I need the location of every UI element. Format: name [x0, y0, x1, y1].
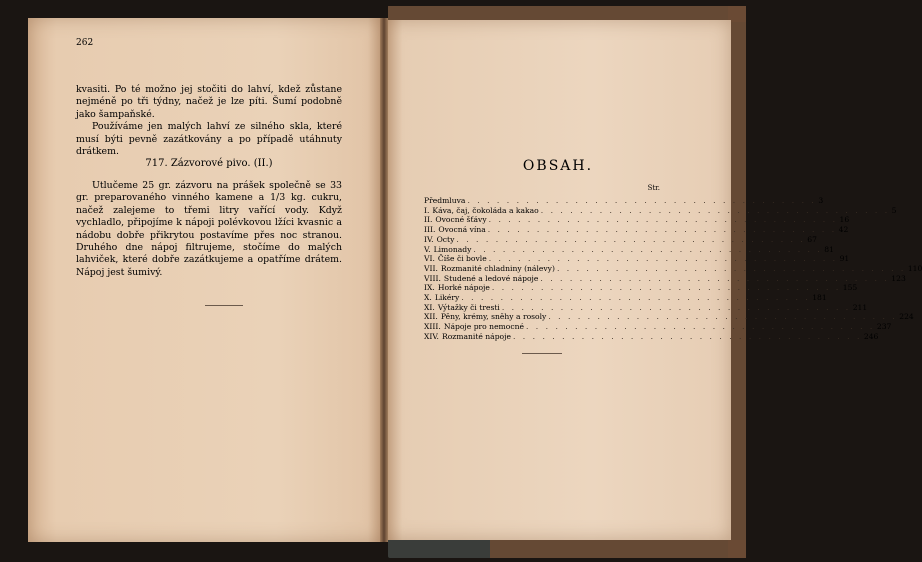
paragraph: kvasiti. Po té možno jej stočiti do lahví, kdež zůstane nejméně po tři týdny, načež je lze píti. Šumí podobně jako šampaňské.	[76, 84, 342, 120]
toc-title: OBSAH.	[522, 158, 594, 174]
toc-entry-label: Limonady	[433, 244, 472, 254]
recipe-heading: 717. Zázvorové pivo. (II.)	[145, 158, 273, 169]
toc-entry	[424, 263, 922, 274]
toc-entry-label: Výtažky či tresti	[437, 302, 500, 312]
toc-leader-dots: . . . . . . . . . . . . . . . . . . . . . . . . . . . . . . . . . . . .	[491, 283, 841, 293]
toc-entry	[424, 302, 868, 313]
toc-entry	[424, 196, 824, 206]
toc-entry-number: XIII.	[424, 322, 441, 332]
toc-entry-page: 237	[876, 322, 892, 332]
toc-entry-page: 81	[824, 244, 834, 254]
toc-entry-label: Předmluva	[424, 196, 466, 205]
toc-leader-dots: . . . . . . . . . . . . . . . . . . . . . . . . . . . . . . . . . . . .	[501, 302, 851, 312]
paragraph: Utlučeme 25 gr. zázvoru na prášek společně se 33 gr. preparovaného vinného kamene a 1/3 kg. cukru, načež zalejeme to třemi litry vařící vody. Když vychladlo, připojíme k nápoji polévkovou lžíci kvasnic a nádobu dobře přikrytou postavíme přes noc stranou. Druhého dne nápoj filtrujeme, stočíme do malých lahviček, které dobře zazátkujeme a opatříme drátem. Nápoj jest šumivý.	[76, 180, 342, 278]
toc-entry-page: 123	[891, 273, 906, 283]
toc-leader-dots: . . . . . . . . . . . . . . . . . . . . . . . . . . . . . . . . . . . .	[512, 331, 862, 341]
toc-entry-number: I.	[424, 205, 430, 215]
toc-entry	[424, 283, 858, 293]
toc-entry-label: Káva, čaj, čokoláda a kakao	[432, 205, 539, 215]
toc-entry-number: IV.	[424, 234, 434, 244]
toc-entry-page: 181	[812, 293, 827, 303]
toc-entry-page: 42	[838, 225, 849, 235]
toc-entry	[424, 312, 914, 322]
toc-entry	[424, 244, 834, 255]
toc-leader-dots: . . . . . . . . . . . . . . . . . . . . . . . . . . . . . . . . . . . .	[488, 215, 838, 225]
toc-entry	[424, 225, 849, 235]
toc-entry-number: XII.	[424, 312, 438, 322]
page-number: 262	[76, 38, 94, 48]
toc-leader-dots: . . . . . . . . . . . . . . . . . . . . . . . . . . . . . . . . . . . .	[556, 263, 906, 273]
toc-entry-page: 91	[839, 254, 850, 264]
toc-entry-number: XI.	[424, 302, 435, 312]
toc-entry-number: VII.	[424, 263, 438, 273]
toc-entry-label: Rozmanité chladniny (nálevy)	[440, 263, 555, 273]
toc-entry-label: Rozmanité nápoje	[441, 331, 511, 341]
toc-entry	[424, 293, 827, 303]
toc-entry-page: 67	[807, 234, 817, 244]
toc-entry-page: 16	[839, 215, 850, 225]
toc-entry-label: Likéry	[434, 293, 460, 303]
toc-leader-dots: . . . . . . . . . . . . . . . . . . . . . . . . . . . . . . . . . . . .	[525, 322, 875, 332]
toc-entry-number: V.	[424, 244, 431, 254]
toc-entry-label: Ovocné šťávy	[435, 215, 487, 225]
toc-leader-dots: . . . . . . . . . . . . . . . . . . . . . . . . . . . . . . . . . . . .	[461, 293, 811, 303]
toc-entry-number: VI.	[424, 254, 435, 264]
leather-spine-bottom	[490, 540, 746, 558]
book-gutter	[380, 18, 388, 542]
toc-leader-dots: . . . . . . . . . . . . . . . . . . . . . . . . . . . . . . . . . . . .	[540, 273, 890, 283]
toc-entry-number: II.	[424, 215, 433, 225]
toc-entry-page: 211	[852, 302, 868, 312]
toc-entry-page: 224	[899, 312, 914, 322]
toc-divider	[522, 353, 562, 354]
toc-leader-dots: . . . . . . . . . . . . . . . . . . . . . . . . . . . . . . . . . . . .	[488, 254, 838, 264]
toc-leader-dots: . . . . . . . . . . . . . . . . . . . . . . . . . . . . . . . . . . . .	[548, 312, 898, 322]
toc-entry-label: Studené a ledové nápoje	[443, 273, 539, 283]
toc-entry-label: Nápoje pro nemocné	[443, 322, 524, 332]
toc-entry-number: IX.	[424, 283, 435, 293]
toc-leader-dots: . . . . . . . . . . . . . . . . . . . . . . . . . . . . . . . . . . . .	[473, 244, 823, 254]
toc-entry-page: 110	[907, 263, 922, 273]
toc-entry	[424, 205, 897, 216]
toc-entry-number: III.	[424, 225, 436, 235]
toc-entry	[424, 254, 850, 264]
toc-entry-label: Pěny, krémy, sněhy a rosoly	[440, 312, 547, 322]
toc-entry	[424, 234, 817, 245]
toc-entry-number: X.	[424, 293, 432, 303]
toc-entry-page: 3	[818, 196, 824, 205]
section-divider	[205, 305, 243, 306]
toc-entry-label: Octy	[436, 234, 455, 244]
top-paragraphs	[76, 84, 342, 158]
toc-entry-page: 246	[863, 331, 879, 341]
toc-leader-dots: . . . . . . . . . . . . . . . . . . . . . . . . . . . . . . . . . . . .	[487, 225, 837, 235]
recipe-body	[76, 180, 342, 279]
toc-entry-label: Číše či bovle	[437, 254, 487, 264]
toc-leader-dots: . . . . . . . . . . . . . . . . . . . . . . . . . . . . . . . . . . . .	[540, 205, 890, 215]
toc-entry-number: VIII.	[424, 273, 441, 283]
paragraph: Používáme jen malých lahví ze silného skla, které musí býti pevně zazátkovány a po případě utáhnuty drátkem.	[76, 121, 342, 158]
table-of-contents	[424, 196, 922, 342]
toc-leader-dots: . . . . . . . . . . . . . . . . . . . . . . . . . . . . . . . . . . . .	[467, 196, 817, 205]
toc-entry-number: XIV.	[424, 331, 439, 341]
toc-entry	[424, 215, 850, 225]
toc-entry	[424, 273, 906, 284]
toc-entry	[424, 331, 879, 342]
toc-entry-label: Horké nápoje	[437, 283, 490, 293]
toc-leader-dots: . . . . . . . . . . . . . . . . . . . . . . . . . . . . . . . . . . . .	[456, 234, 806, 244]
toc-entry-page: 5	[891, 205, 897, 215]
toc-entry-label: Ovocná vína	[438, 225, 486, 235]
toc-entry-page: 155	[842, 283, 858, 293]
toc-page-header: Str.	[647, 184, 660, 192]
toc-entry	[424, 322, 892, 332]
